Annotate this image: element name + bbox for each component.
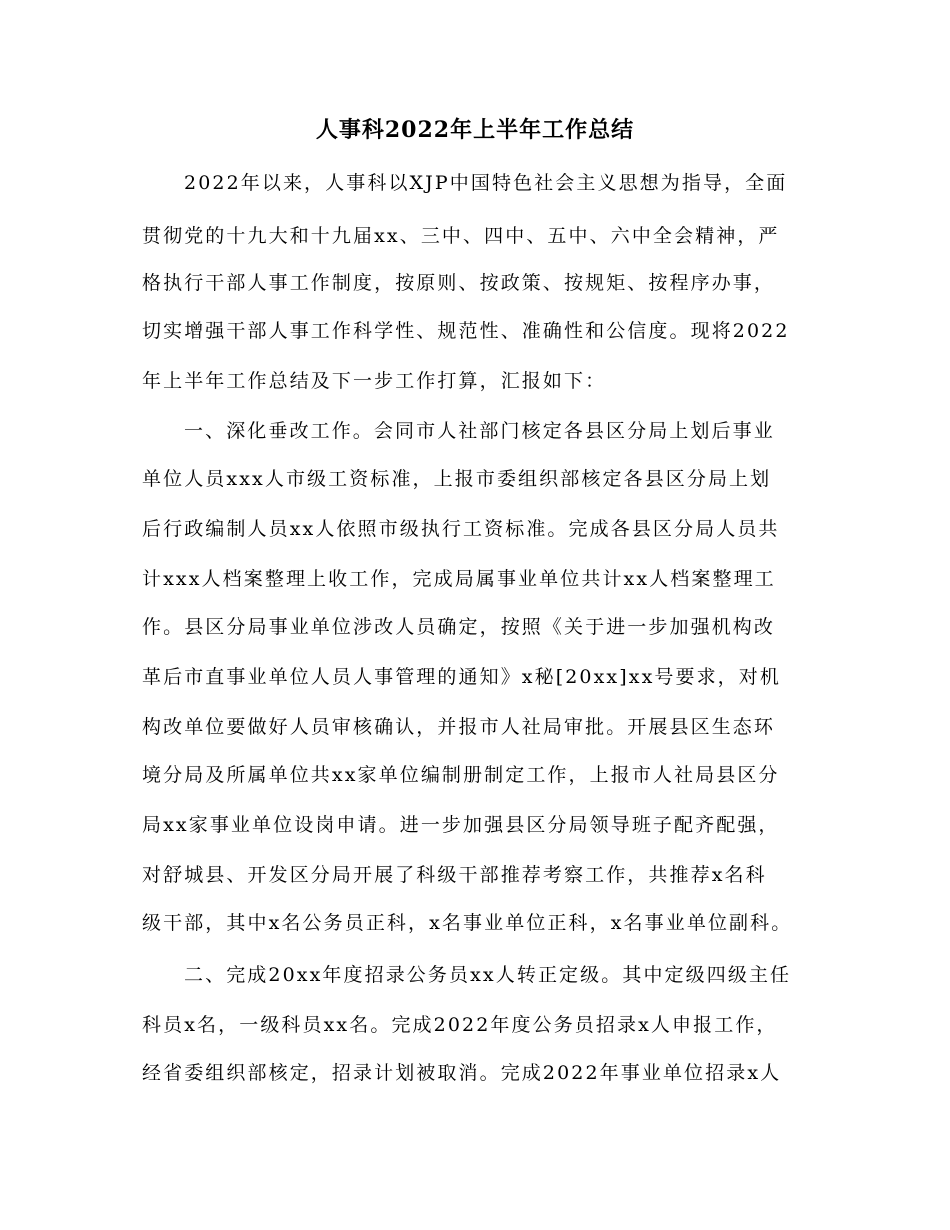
paragraph-line: 单位人员xxx人市级工资标准，上报市委组织部核定各县区分局上划 — [142, 468, 772, 490]
paragraph-line: 后行政编制人员xx人依照市级执行工资标准。完成各县区分局人员共 — [142, 518, 780, 540]
paragraph-line: 二、完成20xx年度招录公务员xx人转正定级。其中定级四级主任 — [184, 964, 792, 986]
paragraph-line: 经省委组织部核定，招录计划被取消。完成2022年事业单位招录x人 — [142, 1062, 782, 1084]
paragraph-line: 革后市直事业单位人员人事管理的通知》x秘[20xx]xx号要求，对机 — [142, 666, 781, 688]
document-title: 人事科2022年上半年工作总结 — [315, 117, 635, 143]
paragraph-line: 作。县区分局事业单位涉改人员确定，按照《关于进一步加强机构改 — [142, 616, 776, 638]
paragraph-line: 切实增强干部人事工作科学性、规范性、准确性和公信度。现将2022 — [142, 320, 790, 342]
paragraph-line: 构改单位要做好人员审核确认，并报市人社局审批。开展县区生态环 — [142, 716, 776, 738]
paragraph-line: 计xxx人档案整理上收工作，完成局属事业单位共计xx人档案整理工 — [142, 568, 776, 590]
paragraph-line: 2022年以来，人事科以XJP中国特色社会主义思想为指导，全面 — [184, 172, 788, 194]
paragraph-line: 一、深化垂改工作。会同市人社部门核定各县区分局上划后事业 — [184, 420, 775, 442]
paragraph-line: 境分局及所属单位共xx家单位编制册制定工作，上报市人社局县区分 — [142, 764, 780, 786]
paragraph-line: 级干部，其中x名公务员正科，x名事业单位正科，x名事业单位副科。 — [142, 912, 793, 934]
paragraph-line: 科员x名，一级科员xx名。完成2022年度公务员招录x人申报工作， — [142, 1014, 778, 1036]
paragraph-line: 年上半年工作总结及下一步工作打算，汇报如下： — [142, 370, 607, 392]
paragraph-line: 贯彻党的十九大和十九届xx、三中、四中、五中、六中全会精神，严 — [142, 225, 780, 247]
paragraph-line: 格执行干部人事工作制度，按原则、按政策、按规矩、按程序办事， — [142, 272, 776, 294]
paragraph-line: 局xx家事业单位设岗申请。进一步加强县区分局领导班子配齐配强， — [142, 814, 780, 836]
paragraph-line: 对舒城县、开发区分局开展了科级干部推荐考察工作，共推荐x名科 — [142, 864, 767, 886]
